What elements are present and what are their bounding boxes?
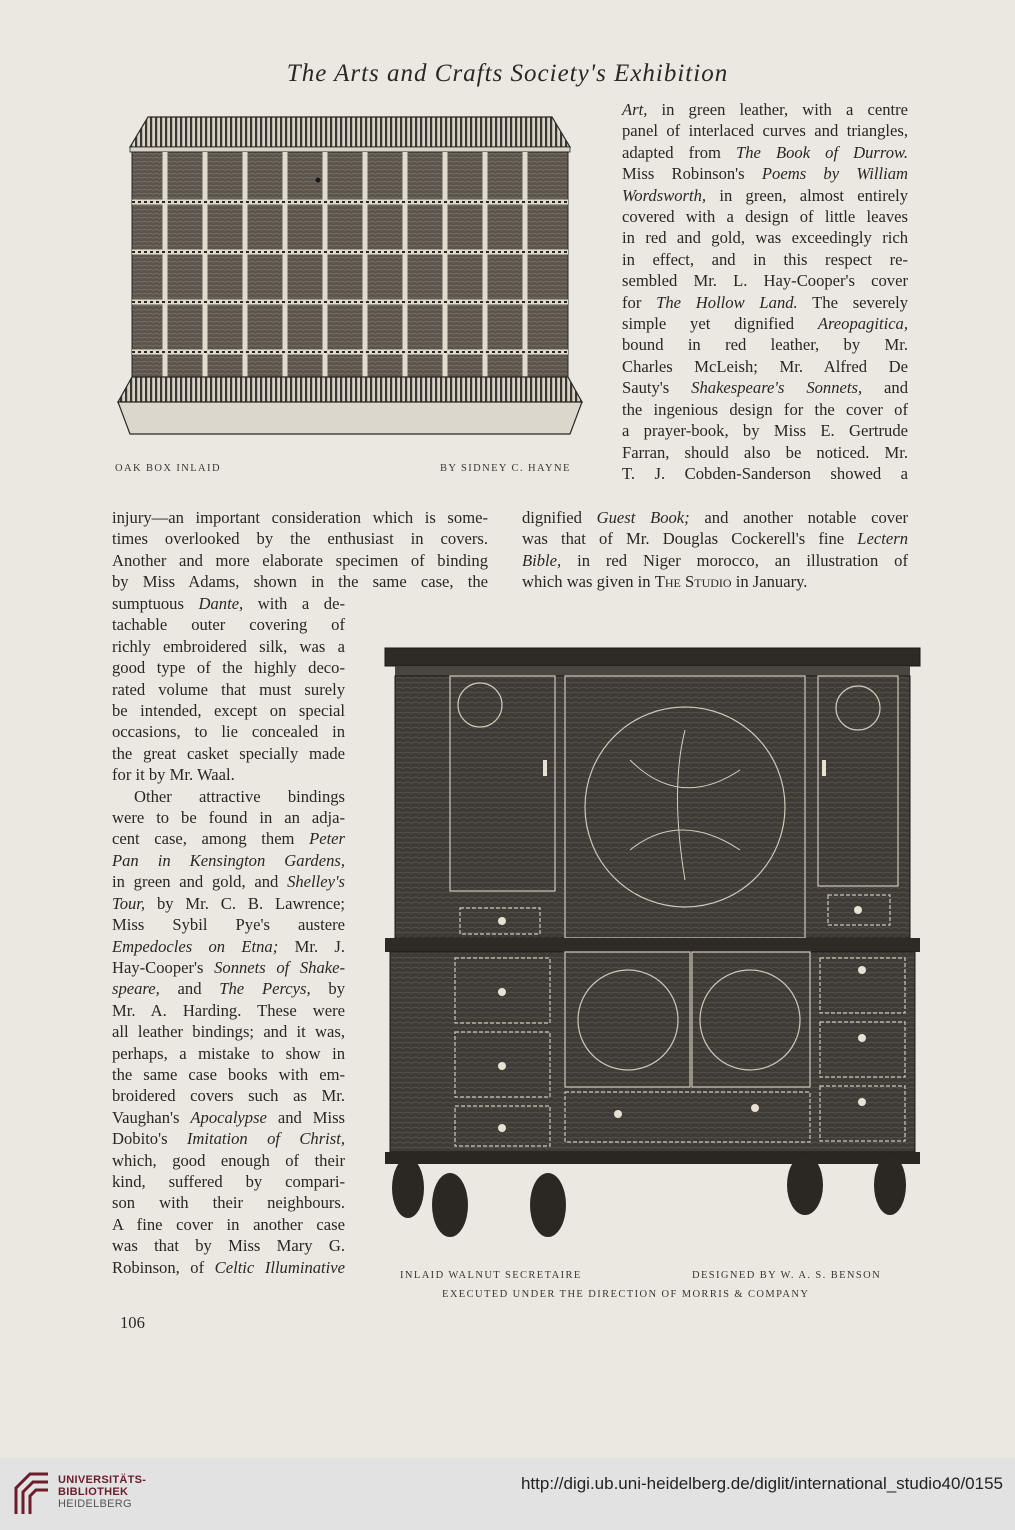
box-caption-left: OAK BOX INLAID (115, 463, 221, 474)
library-logo-text: UNIVERSITÄTS- BIBLIOTHEK HEIDELBERG (58, 1474, 147, 1510)
footer-bar (0, 1458, 1015, 1530)
page-number: 106 (120, 1313, 145, 1332)
secretaire-caption-line2: EXECUTED UNDER THE DIRECTION OF MORRIS & COMPANY (442, 1289, 810, 1300)
left-column-text: sumptuous Dante, with a de- tachable outer covering of richly embroidered silk, was a good type of the highly deco- rated volume that must surely be intended, except on special occasions, to lie concealed in the great casket specially made for it by Mr. Waal. Other attractive bindings were to be found in an adja- cent case, among them Peter Pan in Kensington Gardens, in green and gold, and Shelley's Tour, by Mr. C. B. Lawrence; Miss Sybil Pye's austere Empedocles on Etna; Mr. J. Hay-Cooper's Sonnets of Shake- speare, and The Percys, by Mr. A. Harding. These were all leather bindings; and it was, perhaps, a mistake to show in the same case books with em- broidered covers such as Mr. Vaughan's Apocalypse and Miss Dobito's Imitation of Christ, which, good enough of their kind, suffered by compari- son with their neighbours. A fine cover in another case was that by Miss Mary G. Robinson, of Celtic Illuminative (112, 594, 346, 1277)
oak-box-illustration (100, 112, 600, 447)
source-url-link[interactable]: http://digi.ub.uni-heidelberg.de/diglit/international_studio40/0155 (520, 1474, 1003, 1493)
secretaire-illustration (380, 640, 925, 1240)
box-caption-right: BY SIDNEY C. HAYNE (440, 463, 571, 474)
right-top-text: Art, in green leather, with a centre panel of interlaced curves and triangles, adapted from The Book of Durrow. Miss Robinson's Poems by William Wordsworth, in green, almost entirely covered with a design of little leaves in red and gold, was exceedingly rich in effect, and in this respect re- sembled Mr. L. Hay-Cooper's cover for The Hollow Land. The severely simple yet dignified Areopagitica, bound in red leather, by Mr. Charles McLeish; Mr. Alfred De Sauty's Shakespeare's Sonnets, and the ingenious design for the cover of a prayer-book, by Miss E. Gertrude Farran, should also be noticed. Mr. T. J. Cobden-Sanderson showed a (622, 100, 909, 483)
running-title: The Arts and Crafts Society's Exhibition (286, 60, 729, 87)
library-logo-icon (12, 1468, 52, 1523)
secretaire-caption-left: INLAID WALNUT SECRETAIRE (400, 1270, 582, 1281)
left-mid-text: injury—an important consideration which is some- times overlooked by the enthusiast in covers. Another and more elaborate specimen of binding by Miss Adams, shown in the same case, the (112, 508, 488, 592)
right-mid-text: dignified Guest Book; and another notable cover was that of Mr. Douglas Cockerell's fine Lectern Bible, in red Niger morocco, an illustration of which was given in The Studio in January. (522, 508, 908, 592)
secretaire-caption-right: DESIGNED BY W. A. S. BENSON (692, 1270, 882, 1281)
